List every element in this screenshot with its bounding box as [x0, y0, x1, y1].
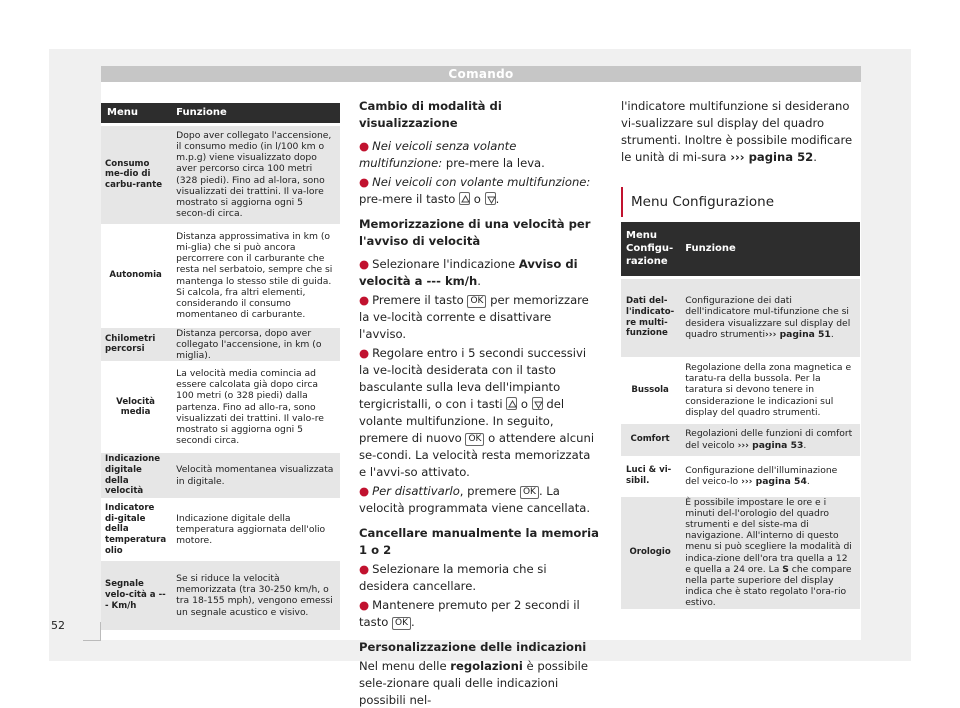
list-item: ● Nei veicoli senza volante multifunzione: pre-mere la leva.	[359, 139, 545, 170]
margin-divider	[83, 640, 101, 641]
chapter-header: Comando	[101, 66, 861, 82]
middle-column	[359, 98, 599, 708]
arrow-up-key-icon	[459, 192, 470, 205]
row-function-text: Regolazione della zona magnetica e taratu-ra della bussola. Per la taratura si devono tenere in considerazione le indicazioni sul display del quadro strumenti.	[679, 358, 860, 422]
row-menu-label: Luci & vi-sibil.	[621, 457, 679, 495]
margin-divider	[100, 622, 101, 640]
list-item: ● Per disattivarlo, premere OK . La velocità programmata viene cancellata.	[359, 484, 591, 515]
paragraph: l'indicatore multifunzione si desiderano vi-sualizzare sul display del quadro strumenti. Inoltre è possibile modificare le unità di mi-sura ››› pagina 52.	[621, 99, 853, 164]
list-item: ● Mantenere premuto per 2 secondi il tasto OK .	[359, 598, 580, 629]
arrow-down-key-icon	[532, 397, 543, 410]
bullet-icon: ●	[359, 293, 370, 307]
row-function-text: Se si riduce la velocità memorizzata (tra 30-250 km/h, o tra 18-155 mph), vengono emessi un segnale acustico e visivo.	[170, 560, 340, 630]
table-row	[101, 326, 340, 363]
heading-display-mode: Cambio di modalità di visualizzazione	[359, 99, 502, 130]
column-header-menu: Menu	[101, 103, 170, 124]
list-item: ● Regolare entro i 5 secondi successivi la ve-locità desiderata con il tasto basculante sulla leva dell'impianto tergicristalli, o con i tasti o del volante multifunzione. In seguito, premere di nuovo OK o attendere alcuni se-condi. La velocità resta memorizzata e l'avvi-so attivato.	[359, 346, 595, 479]
ok-key-icon: OK	[465, 433, 484, 446]
table-row	[101, 452, 340, 500]
row-menu-label: Consumo me-dio di carbu-rante	[101, 124, 170, 225]
table-row	[621, 358, 860, 422]
row-function-text: Indicazione digitale della temperatura aggiornata dell'olio motore.	[170, 500, 340, 560]
arrow-up-key-icon	[506, 397, 517, 410]
row-menu-label: Autonomia	[101, 225, 170, 326]
ok-key-icon: OK	[520, 486, 539, 499]
table-row	[621, 457, 860, 495]
row-function-text: Dopo aver collegato l'accensione, il consumo medio (in l/100 km o m.p.g) viene visualizzato dopo aver percorso circa 100 metri (328 piedi). Fino ad al-lora, sono visualizzati dei trattini. Il va-lore mostrato si aggiorna ogni 5 secon-di circa.	[170, 124, 340, 225]
row-function-text: Distanza percorsa, dopo aver collegato l'accensione, in km (o miglia).	[170, 326, 340, 363]
row-menu-label: Chilometri percorsi	[101, 326, 170, 363]
bullet-icon: ●	[359, 346, 370, 360]
bullet-icon: ●	[359, 257, 370, 271]
row-menu-label: Segnale velo-cità a --- Km/h	[101, 560, 170, 630]
heading-clear-memory: Cancellare manualmente la memoria 1 o 2	[359, 526, 599, 557]
heading-speed-memory: Memorizzazione di una velocità per l'avviso di velocità	[359, 217, 591, 248]
ok-key-icon: OK	[467, 295, 486, 308]
row-function-text: Configurazione dell'illuminazione del veico-lo ››› pagina 54.	[679, 457, 860, 495]
page-reference-link[interactable]: ››› pagina 54	[741, 476, 807, 487]
table-row	[101, 500, 340, 560]
row-function-text: La velocità media comincia ad essere calcolata già dopo circa 100 metri (o 328 piedi) dalla partenza. Fino ad allo-ra, sono visualizzati dei trattini. Il valo-re mostrato si aggiorna ogni 5 secondi circa.	[170, 363, 340, 452]
column-header-menu: Menu Configu-razione	[621, 222, 679, 277]
bullet-icon: ●	[359, 598, 370, 612]
page-reference-link[interactable]: ››› pagina 52	[730, 150, 814, 164]
bullet-icon: ●	[359, 139, 370, 153]
list-item: ● Selezionare la memoria che si desidera cancellare.	[359, 562, 547, 593]
paragraph: Nel menu delle regolazioni è possibile sele-zionare quali delle indicazioni possibili nel-	[359, 659, 589, 707]
row-function-text: È possibile impostare le ore e i minuti del-l'orologio del quadro strumenti e del siste-ma di navigazione. All'interno di questo menu si può scegliere la modalità di indica-zione dell'ora tra quella a 12 e quella a 24 ore. La S che compare nella parte superiore del display indica che è stato regolato l'ora-rio estivo.	[679, 495, 860, 609]
heading-personalization: Personalizzazione delle indicazioni	[359, 640, 587, 654]
row-menu-label: Indicatore di-gitale della temperatura olio	[101, 500, 170, 560]
table-row	[621, 495, 860, 609]
table-row	[621, 422, 860, 457]
row-function-text: Configurazione dei dati dell'indicatore mul-tifunzione che si desidera visualizzare sul display del quadro strumenti››› pagina 51.	[679, 277, 860, 358]
list-item: ● Nei veicoli con volante multifunzione: pre-mere il tasto o .	[359, 175, 591, 206]
page-reference-link[interactable]: ››› pagina 51	[765, 328, 831, 340]
column-header-funzione: Funzione	[679, 222, 860, 277]
configuration-menu-table	[621, 222, 860, 609]
arrow-down-key-icon	[485, 192, 496, 205]
table-row	[621, 277, 860, 358]
page-number: 52	[51, 619, 65, 632]
ok-key-icon: OK	[392, 617, 411, 630]
right-column	[621, 98, 861, 172]
menu-functions-table	[101, 103, 340, 630]
row-function-text: Regolazioni delle funzioni di comfort del veicolo ››› pagina 53.	[679, 422, 860, 457]
row-menu-label: Dati del-l'indicato-re multi-funzione	[621, 277, 679, 358]
list-item: ● Selezionare l'indicazione Avviso di velocità a --- km/h.	[359, 257, 578, 288]
bullet-icon: ●	[359, 175, 370, 189]
table-row	[101, 225, 340, 326]
bullet-icon: ●	[359, 484, 370, 498]
row-menu-label: Indicazione digitale della velocità	[101, 452, 170, 500]
table-row	[101, 363, 340, 452]
row-menu-label: Comfort	[621, 422, 679, 457]
table-row	[101, 560, 340, 630]
row-function-text: Velocità momentanea visualizzata in digitale.	[170, 452, 340, 500]
bullet-icon: ●	[359, 562, 370, 576]
row-menu-label: Bussola	[621, 358, 679, 422]
page-reference-link[interactable]: ››› pagina 53	[737, 439, 804, 451]
section-title: Menu Configurazione	[621, 187, 861, 217]
row-menu-label: Velocità media	[101, 363, 170, 452]
row-function-text: Distanza approssimativa in km (o mi-glia) che si può ancora percorrere con il carburante che resta nel serbatoio, sempre che si mantenga lo stesso stile di guida. Si calcola, fra altri elementi, considerando il consumo momentaneo di carburante.	[170, 225, 340, 326]
table-row	[101, 124, 340, 225]
row-menu-label: Orologio	[621, 495, 679, 609]
list-item: ● Premere il tasto OK per memorizzare la ve-locità corrente e disattivare l'avviso.	[359, 293, 589, 341]
column-header-funzione: Funzione	[170, 103, 340, 124]
